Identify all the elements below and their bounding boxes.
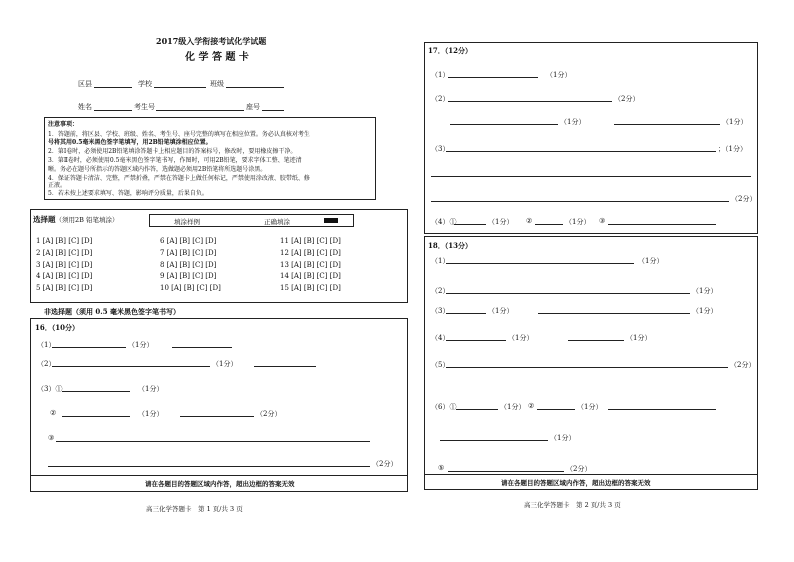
q16-2-answer-a[interactable] bbox=[52, 366, 210, 367]
notice-box bbox=[44, 117, 376, 200]
q17-4-label: （4）① bbox=[431, 218, 457, 226]
choice-q5[interactable]: 5 [A] [B] [C] [D] bbox=[36, 284, 93, 292]
q17-4c-label: ③ bbox=[599, 217, 606, 225]
page1-warning: 请在各题目的答题区域内作答，超出边框的答案无效 bbox=[145, 480, 295, 488]
q18-3-score-b: （1分） bbox=[692, 307, 718, 315]
q18-4-answer-b[interactable] bbox=[568, 340, 624, 341]
q17-2-score-c: （1分） bbox=[722, 118, 748, 126]
q18-6-answer-b[interactable] bbox=[537, 409, 575, 410]
choice-q7[interactable]: 7 [A] [B] [C] [D] bbox=[160, 249, 217, 257]
school-label: 学校 bbox=[138, 80, 152, 88]
card-subtitle: 化 学 答 题 卡 bbox=[185, 52, 249, 63]
q18-2-label: （2） bbox=[431, 287, 450, 295]
choice-q6[interactable]: 6 [A] [B] [C] [D] bbox=[160, 237, 217, 245]
q18-6-score-a: （1分） bbox=[500, 403, 526, 411]
q17-1-score: （1分） bbox=[546, 71, 572, 79]
q16-3-score: （1分） bbox=[138, 385, 164, 393]
q16-3b-score: （1分） bbox=[138, 410, 164, 418]
q18-1-answer[interactable] bbox=[446, 263, 634, 264]
q16-3-answer[interactable] bbox=[62, 391, 130, 392]
choice-title: 选择题 bbox=[33, 215, 56, 224]
q17-3-score: ；（1分） bbox=[718, 145, 747, 153]
q17-4-answer-c[interactable] bbox=[608, 224, 716, 225]
q17-3-answer[interactable] bbox=[446, 151, 716, 152]
district-field[interactable] bbox=[94, 87, 132, 88]
choice-q13[interactable]: 13 [A] [B] [C] [D] bbox=[280, 261, 341, 269]
q16-1-answer-b[interactable] bbox=[172, 347, 232, 348]
q18-1-score: （1分） bbox=[638, 257, 664, 265]
choice-q9[interactable]: 9 [A] [B] [C] [D] bbox=[160, 272, 217, 280]
q16-3-label: （3）① bbox=[37, 385, 63, 393]
q17-3-answer-c[interactable] bbox=[431, 201, 729, 202]
filled-mark-sample bbox=[324, 218, 338, 223]
choice-heading bbox=[33, 214, 118, 225]
notice-line-4: 3．第Ⅱ卷时，必须使用0.5毫米黑色签字笔书写，作图时，可用2B铅笔，要求字体工整、笔迹清 bbox=[48, 157, 302, 164]
notice-line-8: 5．若未按上述要求填写、答题，影响评分质量，后果自负。 bbox=[48, 190, 208, 197]
q18-5-score: （2分） bbox=[730, 361, 756, 369]
choice-q10[interactable]: 10 [A] [B] [C] [D] bbox=[160, 284, 221, 292]
q17-4b-label: ② bbox=[526, 217, 533, 225]
q17-2-score-b: （1分） bbox=[560, 118, 586, 126]
class-label: 班级 bbox=[210, 80, 224, 88]
q17-box bbox=[424, 42, 758, 234]
q17-3-answer-b[interactable] bbox=[431, 176, 751, 177]
q18-3-label: （3） bbox=[431, 307, 450, 315]
q18-6-score-d: （1分） bbox=[550, 434, 576, 442]
q17-4-score-a: （1分） bbox=[488, 218, 514, 226]
page2-warning-box bbox=[424, 474, 758, 490]
q18-4-label: （4） bbox=[431, 334, 450, 342]
choice-q14[interactable]: 14 [A] [B] [C] [D] bbox=[280, 272, 341, 280]
page1-footer: 高三化学答题卡 第 1 页/共 3 页 bbox=[146, 505, 243, 513]
q16-3b-answer-a[interactable] bbox=[62, 416, 130, 417]
q16-3c-answer-a[interactable] bbox=[56, 441, 370, 442]
q18-6-answer-a[interactable] bbox=[456, 409, 498, 410]
district-label: 区县 bbox=[78, 80, 92, 88]
exam-no-label: 考生号 bbox=[134, 103, 155, 111]
q18-3-score: （1分） bbox=[488, 307, 514, 315]
q16-3b-label: ② bbox=[50, 409, 57, 417]
q18-3-answer-a[interactable] bbox=[446, 313, 486, 314]
exam-no-field[interactable] bbox=[156, 110, 244, 111]
q17-1-label: （1） bbox=[431, 71, 450, 79]
notice-line-2: 号将其用0.5毫米黑色签字笔填写，用2B铅笔填涂相应位置。 bbox=[48, 139, 212, 146]
q18-2-score: （1分） bbox=[692, 287, 718, 295]
q16-1-score: （1分） bbox=[128, 341, 154, 349]
q18-6-score-b: （1分） bbox=[577, 403, 603, 411]
nonchoice-title: 非选择题（须用 0.5 毫米黑色签字笔书写） bbox=[44, 307, 181, 316]
q17-2-answer[interactable] bbox=[448, 101, 612, 102]
q16-2-answer-b[interactable] bbox=[254, 366, 316, 367]
q17-4-answer-a[interactable] bbox=[454, 224, 486, 225]
q18-box bbox=[424, 236, 758, 490]
q18-2-answer[interactable] bbox=[446, 293, 690, 294]
q16-3c-score: （2分） bbox=[372, 460, 398, 468]
q17-2-answer-b[interactable] bbox=[450, 124, 558, 125]
notice-line-6: 4．保证答题卡清洁、完整，严禁折叠，严禁在答题卡上做任何标记，严禁使用涂改液、胶带纸、修 bbox=[48, 175, 310, 182]
choice-q8[interactable]: 8 [A] [B] [C] [D] bbox=[160, 261, 217, 269]
notice-line-3: 2．第Ⅰ卷时，必须使用2B铅笔填涂答题卡上相应题目的答案标号，修改时，要用橡皮擦干净。 bbox=[48, 148, 297, 155]
q18-6b-label: ② bbox=[528, 402, 535, 410]
q17-3-label: （3） bbox=[431, 145, 450, 153]
q16-title: 16．（10分） bbox=[35, 323, 79, 332]
seat-no-label: 座号 bbox=[246, 103, 260, 111]
q16-2-label: （2） bbox=[37, 360, 56, 368]
choice-q12[interactable]: 12 [A] [B] [C] [D] bbox=[280, 249, 341, 257]
notice-line-7: 正液。 bbox=[48, 182, 67, 189]
q16-1-label: （1） bbox=[37, 341, 56, 349]
exam-title: 2017级入学衔接考试化学试题 bbox=[156, 36, 267, 46]
q16-3b-score-2: （2分） bbox=[256, 410, 282, 418]
choice-q1[interactable]: 1 [A] [B] [C] [D] bbox=[36, 237, 93, 245]
class-field[interactable] bbox=[226, 87, 284, 88]
legend-correct: 正确填涂 bbox=[264, 218, 290, 226]
choice-q4[interactable]: 4 [A] [B] [C] [D] bbox=[36, 272, 93, 280]
page2-footer: 高三化学答题卡 第 2 页/共 3 页 bbox=[524, 501, 621, 509]
q18-6-answer-c[interactable] bbox=[608, 409, 716, 410]
seat-no-field[interactable] bbox=[262, 110, 284, 111]
school-field[interactable] bbox=[154, 87, 206, 88]
q17-2-answer-c[interactable] bbox=[614, 124, 720, 125]
q18-6-label: （6）① bbox=[431, 403, 457, 411]
q17-2-score: （2分） bbox=[614, 95, 640, 103]
name-label: 姓名 bbox=[78, 103, 92, 111]
choice-q3[interactable]: 3 [A] [B] [C] [D] bbox=[36, 261, 93, 269]
notice-line-1: 1．答题前，将区县、学校、班级、姓名、考生号、座号完整的填写在相应位置。务必认真核对考生 bbox=[48, 131, 310, 138]
q16-1-answer-a[interactable] bbox=[52, 347, 126, 348]
q18-6-answer-e[interactable] bbox=[448, 471, 564, 472]
q17-3-score-c: （2分） bbox=[731, 195, 757, 203]
q18-4-answer-a[interactable] bbox=[446, 340, 506, 341]
choice-q2[interactable]: 2 [A] [B] [C] [D] bbox=[36, 249, 93, 257]
choice-q15[interactable]: 15 [A] [B] [C] [D] bbox=[280, 284, 341, 292]
page2-warning: 请在各题目的答题区域内作答，超出边框的答案无效 bbox=[501, 479, 651, 487]
page1-warning-box bbox=[30, 475, 408, 492]
legend-box bbox=[149, 214, 354, 227]
q18-4-score-b: （1分） bbox=[626, 334, 652, 342]
q18-5-label: （5） bbox=[431, 361, 450, 369]
q17-2-label: （2） bbox=[431, 95, 450, 103]
q16-3b-answer-b[interactable] bbox=[180, 416, 254, 417]
legend-label: 填涂样例 bbox=[174, 218, 200, 226]
q17-title: 17．（12分） bbox=[428, 46, 472, 55]
q16-2-score: （1分） bbox=[212, 360, 238, 368]
q18-3-answer-b[interactable] bbox=[538, 313, 690, 314]
q17-1-answer[interactable] bbox=[448, 77, 538, 78]
choice-q11[interactable]: 11 [A] [B] [C] [D] bbox=[280, 237, 341, 245]
choice-note: （须用2B 铅笔填涂） bbox=[55, 216, 119, 224]
q18-4-score: （1分） bbox=[508, 334, 534, 342]
q16-3c-answer-b[interactable] bbox=[48, 466, 370, 467]
q18-6-score-e: （2分） bbox=[566, 465, 592, 473]
notice-line-5: 晰。务必在题号所指示的答题区域内作答，选做题必须用2B铅笔将所选题号涂黑。 bbox=[48, 166, 267, 173]
name-field[interactable] bbox=[94, 110, 132, 111]
notice-title: 注意事项： bbox=[48, 121, 79, 128]
q18-5-answer[interactable] bbox=[446, 367, 728, 368]
q18-title: 18．（13分） bbox=[428, 241, 472, 250]
q18-1-label: （1） bbox=[431, 257, 450, 265]
q18-6-answer-d[interactable] bbox=[440, 440, 548, 441]
q16-3c-label: ③ bbox=[48, 434, 55, 442]
q18-6e-label: ⑤ bbox=[438, 464, 445, 472]
q17-4-score-b: （1分） bbox=[565, 218, 591, 226]
q17-4-answer-b[interactable] bbox=[535, 224, 563, 225]
